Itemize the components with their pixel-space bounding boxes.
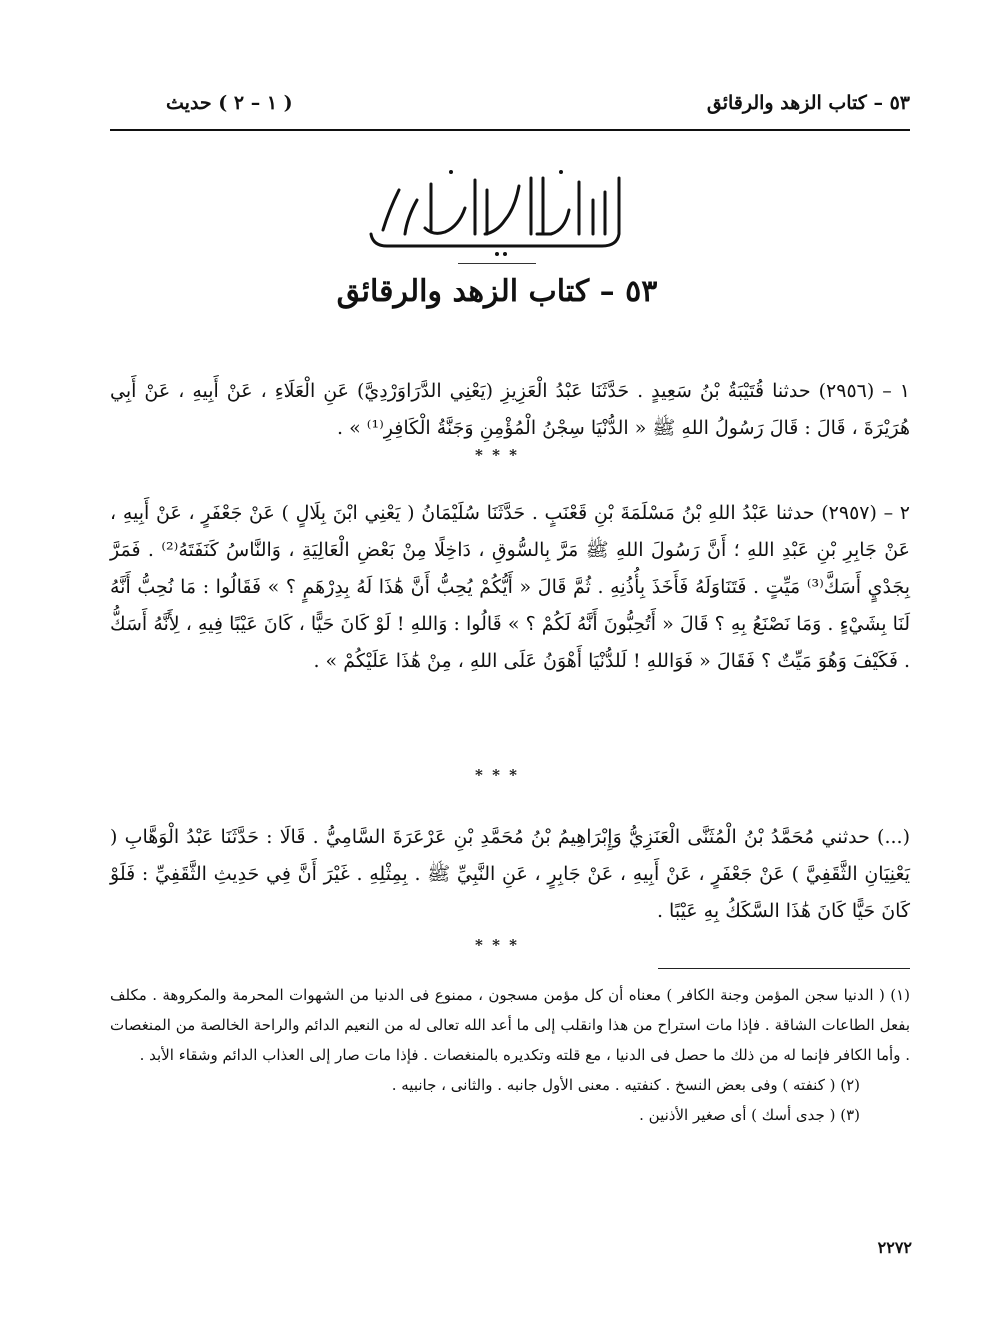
section-separator: * * * [475,446,519,464]
footnote-3: (٣) ( جدى أسك ) أى صغير الأذنين . [639,1106,860,1124]
section-separator: * * * [475,766,519,784]
running-header [110,92,910,126]
hadith-text-2: ٢ – (٢٩٥٧) حدثنا عَبْدُ اللهِ بْنُ مَسْلَمَةَ بْنِ قَعْنَبٍ . حَدَّثَنَا سُلَيْمَانُ ( يَعْنِي ابْنَ بِلَالٍ ) عَنْ جَعْفَرٍ ، عَنْ أَبِيهِ ، عَنْ جَابِرِ بْنِ عَبْدِ اللهِ ؛ أَنَّ رَسُولَ اللهِ ﷺ مَرَّ بِالسُّوقِ ، دَاخِلًا مِنْ بَعْضِ الْعَالِيَةِ ، وَالنَّاسُ كَنَفَتَهُ⁽²⁾ . فَمَرَّ بِجَدْيٍ أَسَكَّ⁽³⁾ مَيِّتٍ . فَتَنَاوَلَهُ فَأَخَذَ بِأُذُنِهِ . ثُمَّ قَالَ « أَيُّكُمْ يُحِبُّ أَنَّ هَٰذَا لَهُ بِدِرْهَمٍ ؟ » فَقَالُوا : مَا نُحِبُّ أَنَّهُ لَنَا بِشَيْءٍ . وَمَا نَصْنَعُ بِهِ ؟ قَالَ « أَتُحِبُّونَ أَنَّهُ لَكُمْ ؟ » قَالُوا : وَاللهِ ! لَوْ كَانَ حَيًّا ، كَانَ عَيْبًا فِيهِ ، لِأَنَّهُ أَسَكُّ . فَكَيْفَ وَهُوَ مَيِّتٌ ؟ فَقَالَ « فَوَاللهِ ! لَلدُّنْيَا أَهْوَنُ عَلَى اللهِ ، مِنْ هَٰذَا عَلَيْكُمْ » . [110,502,910,672]
header-divider [110,129,910,131]
hadith-text-1: ١ – (٢٩٥٦) حدثنا قُتَيْبَةُ بْنُ سَعِيدٍ . حَدَّثَنَا عَبْدُ الْعَزِيزِ (يَعْنِي الدَّرَاوَرْدِيَّ) عَنِ الْعَلَاءِ ، عَنْ أَبِيهِ ، عَنْ أَبِي هُرَيْرَةَ ، قَالَ : قَالَ رَسُولُ اللهِ ﷺ « الدُّنْيَا سِجْنُ الْمُؤْمِنِ وَجَنَّةُ الْكَافِرِ⁽¹⁾ » . [110,380,910,439]
header-chapter-title: ٥٣ – كتاب الزهد والرقائق [706,92,910,114]
header-hadith-range: ( ١ – ٢ ) حديث [166,92,293,114]
basmala-divider [458,263,536,264]
section-separator: * * * [475,936,519,954]
basmala-calligraphy [347,160,647,260]
hadith-text-3: (...) حدثني مُحَمَّدُ بْنُ الْمُثَنَّى الْعَنَزِيُّ وَإِبْرَاهِيمُ بْنُ مُحَمَّدِ بْنِ عَرْعَرَةَ السَّامِيُّ . قَالَا : حَدَّثَنَا عَبْدُ الْوَهَّابِ ( يَعْنِيَانِ الثَّقَفِيَّ ) عَنْ جَعْفَرٍ ، عَنْ أَبِيهِ ، عَنْ جَابِرٍ ، عَنِ النَّبِيِّ ﷺ . بِمِثْلِهِ . غَيْرَ أَنَّ فِي حَدِيثِ الثَّقَفِيِّ : فَلَوْ كَانَ حَيًّا كَانَ هَٰذَا السَّكَكُ بِهِ عَيْبًا . [110,826,910,922]
footnotes [110,980,910,1130]
footnote-1: (١) ( الدنيا سجن المؤمن وجنة الكافر ) معناه أن كل مؤمن مسجون ، ممنوع فى الدنيا من الشهوات المحرمة والمكروهة . مكلف بفعل الطاعات الشاقة . فإذا مات استراح من هذا وانقلب إلى ما أعد الله تعالى له من النعيم الدائم والراحة الخالصة من المنغصات . وأما الكافر فإنما له من ذلك ما حصل فى الدنيا ، مع قلته وتكديره بالمنغصات . فإذا مات صار إلى العذاب الدائم وشقاء الأبد . [110,986,910,1064]
footnote-divider [658,968,910,969]
book-title: ٥٣ – كتاب الزهد والرقائق [336,274,658,309]
footnote-2: (٢) ( كنفته ) وفى بعض النسخ . كنفتيه . معنى الأول جانبه . والثانى ، جانبيه . [391,1076,860,1094]
page-number: ٢٢٧٢ [877,1238,912,1257]
